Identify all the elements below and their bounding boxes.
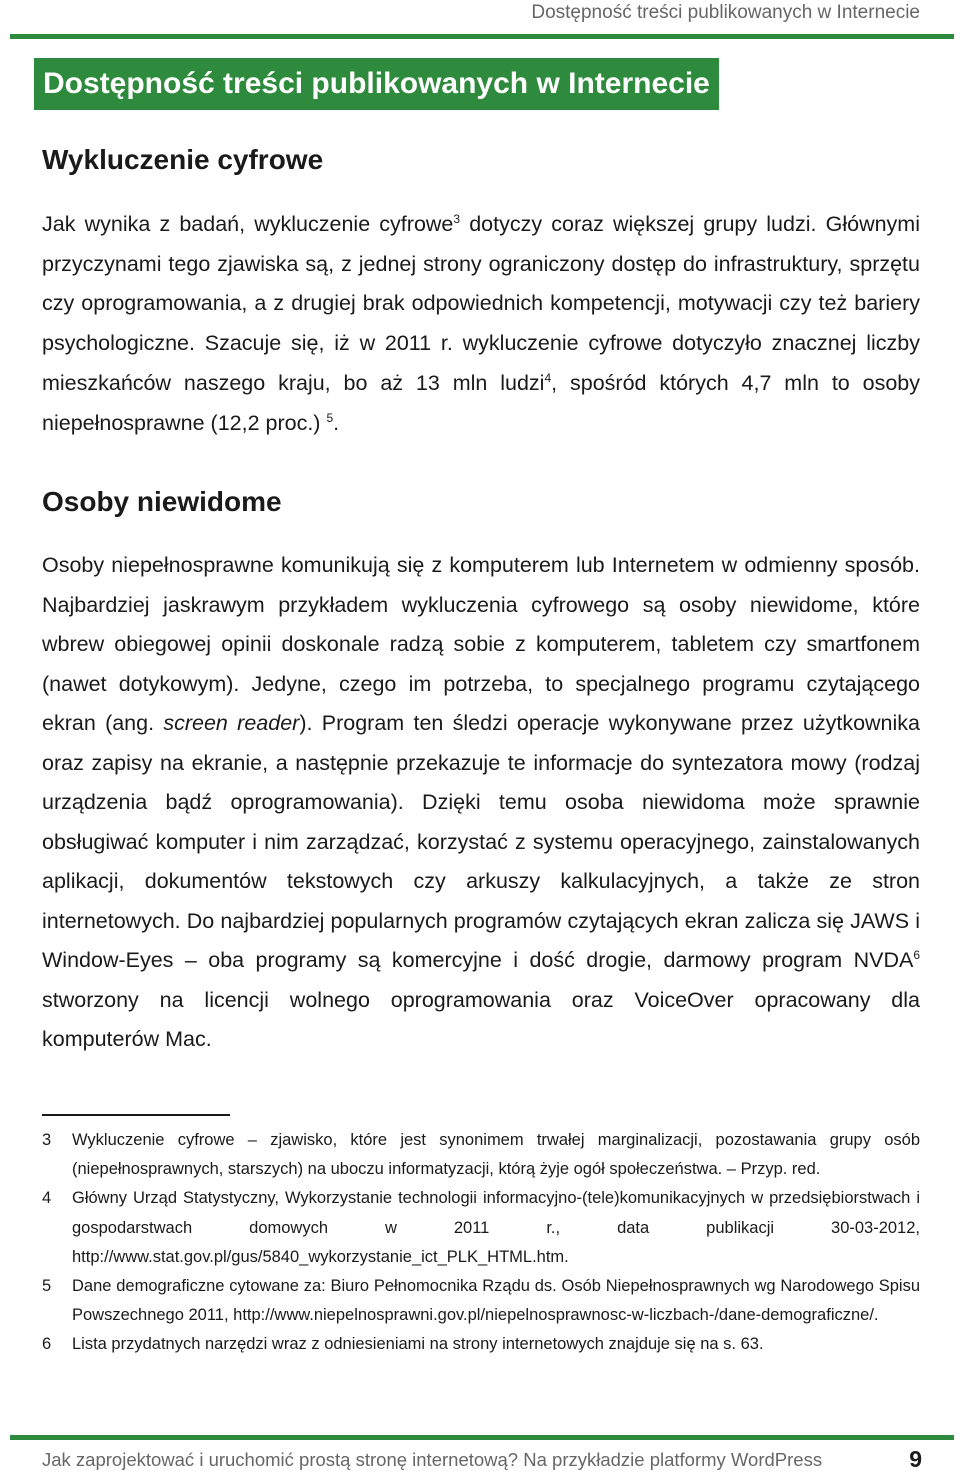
text-run: ). Program ten śledzi operacje wykonywane przez użytkownika oraz zapisy na ekranie, a następnie przekazuje te informacje do syntezatora mowy (rodzaj urządzenia bądź oprogramowania). Dzięki temu osoba niewidoma może sprawnie obsługiwać komputer i nim zarządzać, korzystać z systemu operacyjnego, zainstalowanych aplikacji, dokumentów tekstowych czy arkuszy kalkulacyjnych, a także ze stron internetowych. Do najbardziej popularnych programów czytających ekran zalicza się JAWS i Window-Eyes – oba programy są komercyjne i dość drogie, darmowy program NVDA [42,711,920,972]
text-run: Jak wynika z badań, wykluczenie cyfrowe [42,212,454,236]
footnote-ref-3[interactable]: 3 [453,211,461,226]
text-run: . [333,410,340,435]
page-number: 9 [909,1446,922,1472]
footnote-number: 5 [42,1277,52,1296]
footnote-item [42,1184,920,1272]
section-heading-wykluczenie: Wykluczenie cyfrowe [42,144,324,175]
footnote-text: Lista przydatnych narzędzi wraz z odniesieniami na strony internetowych znajduje się na s. 63. [72,1335,764,1354]
bottom-rule [10,1435,954,1440]
text-run: dotyczy coraz większej grupy ludzi. Głównymi przyczynami tego zjawiska są, z jednej strony ograniczony dostęp do infrastruktury, sprzętu czy oprogramowania, a z drugiej brak odpowiednich kompetencji, motywacji czy też bariery psychologiczne. Szacuje się, iż w 2011 r. wykluczenie cyfrowe dotyczyło znacznej liczby mieszkańców naszego kraju, bo aż 13 mln ludzi [42,212,920,395]
footnote-ref-5[interactable]: 5 [326,410,334,425]
footnote-item [42,1330,920,1359]
footnote-number: 6 [42,1335,52,1354]
footnote-rule [42,1114,230,1116]
section-heading-osoby-niewidome: Osoby niewidome [42,486,282,517]
top-rule [10,34,954,39]
footnote-text: Dane demograficzne cytowane za: Biuro Pełnomocnika Rządu ds. Osób Niepełnosprawnych wg Narodowego Spisu Powszechnego 2011, http://www.niepelnosprawni.gov.pl/niepelnosprawnosc-w-liczbach-/dane-demograficzne/. [72,1277,920,1325]
footnote-text: Wykluczenie cyfrowe – zjawisko, które jest synonimem trwałej marginalizacji, pozostawania grupy osób (niepełnosprawnych, starszych) na uboczu informatyzacji, którą żyje ogół społeczeństwa. – Przyp. red. [72,1131,920,1179]
footnote-item [42,1272,920,1330]
term-screen-reader: screen reader [163,711,300,735]
footnote-text: Główny Urząd Statystyczny, Wykorzystanie technologii informacyjno-(tele)komunikacyjnych w przedsiębiorstwach i gospodarstwach domowych w 2011 r., data publikacji 30-03-2012, http://www.stat.gov.pl/gus/5840_wykorzystanie_ict_PLK_HTML.htm. [72,1189,920,1266]
paragraph-osoby-niewidome [42,546,920,1060]
running-header: Dostępność treści publikowanych w Internecie [531,2,920,23]
text-run: , spośród których 4,7 mln to osoby niepełnosprawne (12,2 proc.) [42,370,920,435]
footnote-ref-4[interactable]: 4 [544,370,552,385]
text-run: stworzony na licencji wolnego oprogramowania oraz VoiceOver opracowany dla komputerów Mac. [42,987,920,1051]
running-footer: Jak zaprojektować i uruchomić prostą stronę internetową? Na przykładzie platformy WordPress [42,1449,823,1470]
footnote-ref-6[interactable]: 6 [913,947,920,962]
footnote-number: 4 [42,1189,52,1208]
footnote-number: 3 [42,1131,52,1149]
title-banner: Dostępność treści publikowanych w Internecie [34,58,719,110]
footnotes-list [42,1126,920,1360]
footnote-item [42,1126,920,1184]
text-run: Osoby niepełnosprawne komunikują się z komputerem lub Internetem w odmienny sposób. Najbardziej jaskrawym przykładem wykluczenia cyfrowego są osoby niewidome, które wbrew obiegowej opinii doskonale radzą sobie z komputerem, tabletem czy smartfonem (nawet dotykowym). Jedyne, czego im potrzeba, to specjalnego programu czytającego ekran (ang. [42,553,920,735]
paragraph-wykluczenie [42,205,920,443]
